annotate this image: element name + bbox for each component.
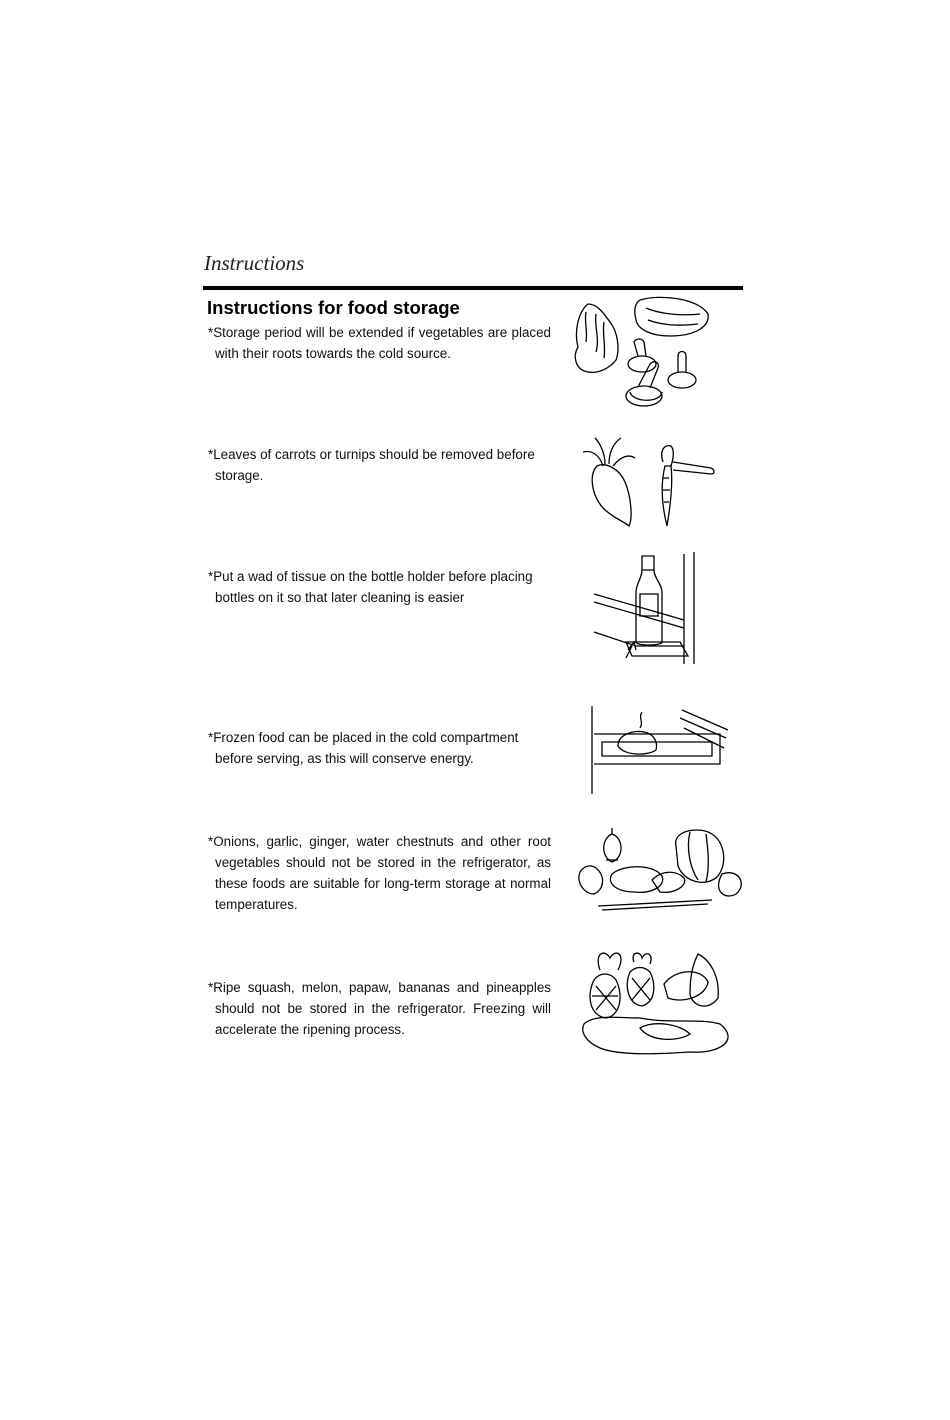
tip-text: *Frozen food can be placed in the cold compartment before serving, as this will conserve energy. [208, 730, 519, 766]
turnip-carrot-icon [575, 432, 725, 532]
root-vegetables-icon [572, 824, 748, 914]
header-divider [203, 286, 743, 290]
tip-text: *Onions, garlic, ginger, water chestnuts and other root vegetables should not be stored in the refrigerator, as these foods are suitable for long-term storage at normal temperatures. [208, 834, 551, 912]
tip-text: *Ripe squash, melon, papaw, bananas and pineapples should not be stored in the refrigerator. Freezing will accelerate the ripening process. [208, 980, 551, 1037]
tip-text: *Put a wad of tissue on the bottle holder before placing bottles on it so that later cleaning is easier [208, 569, 533, 605]
bottle-holder-icon [588, 550, 708, 668]
tropical-fruits-icon [580, 944, 740, 1060]
tip-text: *Storage period will be extended if vegetables are placed with their roots towards the cold source. [208, 325, 551, 361]
page-header-title: Instructions [204, 251, 305, 275]
tip-text: *Leaves of carrots or turnips should be removed before storage. [208, 447, 535, 483]
frozen-food-shelf-icon [588, 704, 733, 796]
section-title: Instructions for food storage [207, 297, 460, 318]
mushroom-vegetables-icon [570, 292, 720, 412]
